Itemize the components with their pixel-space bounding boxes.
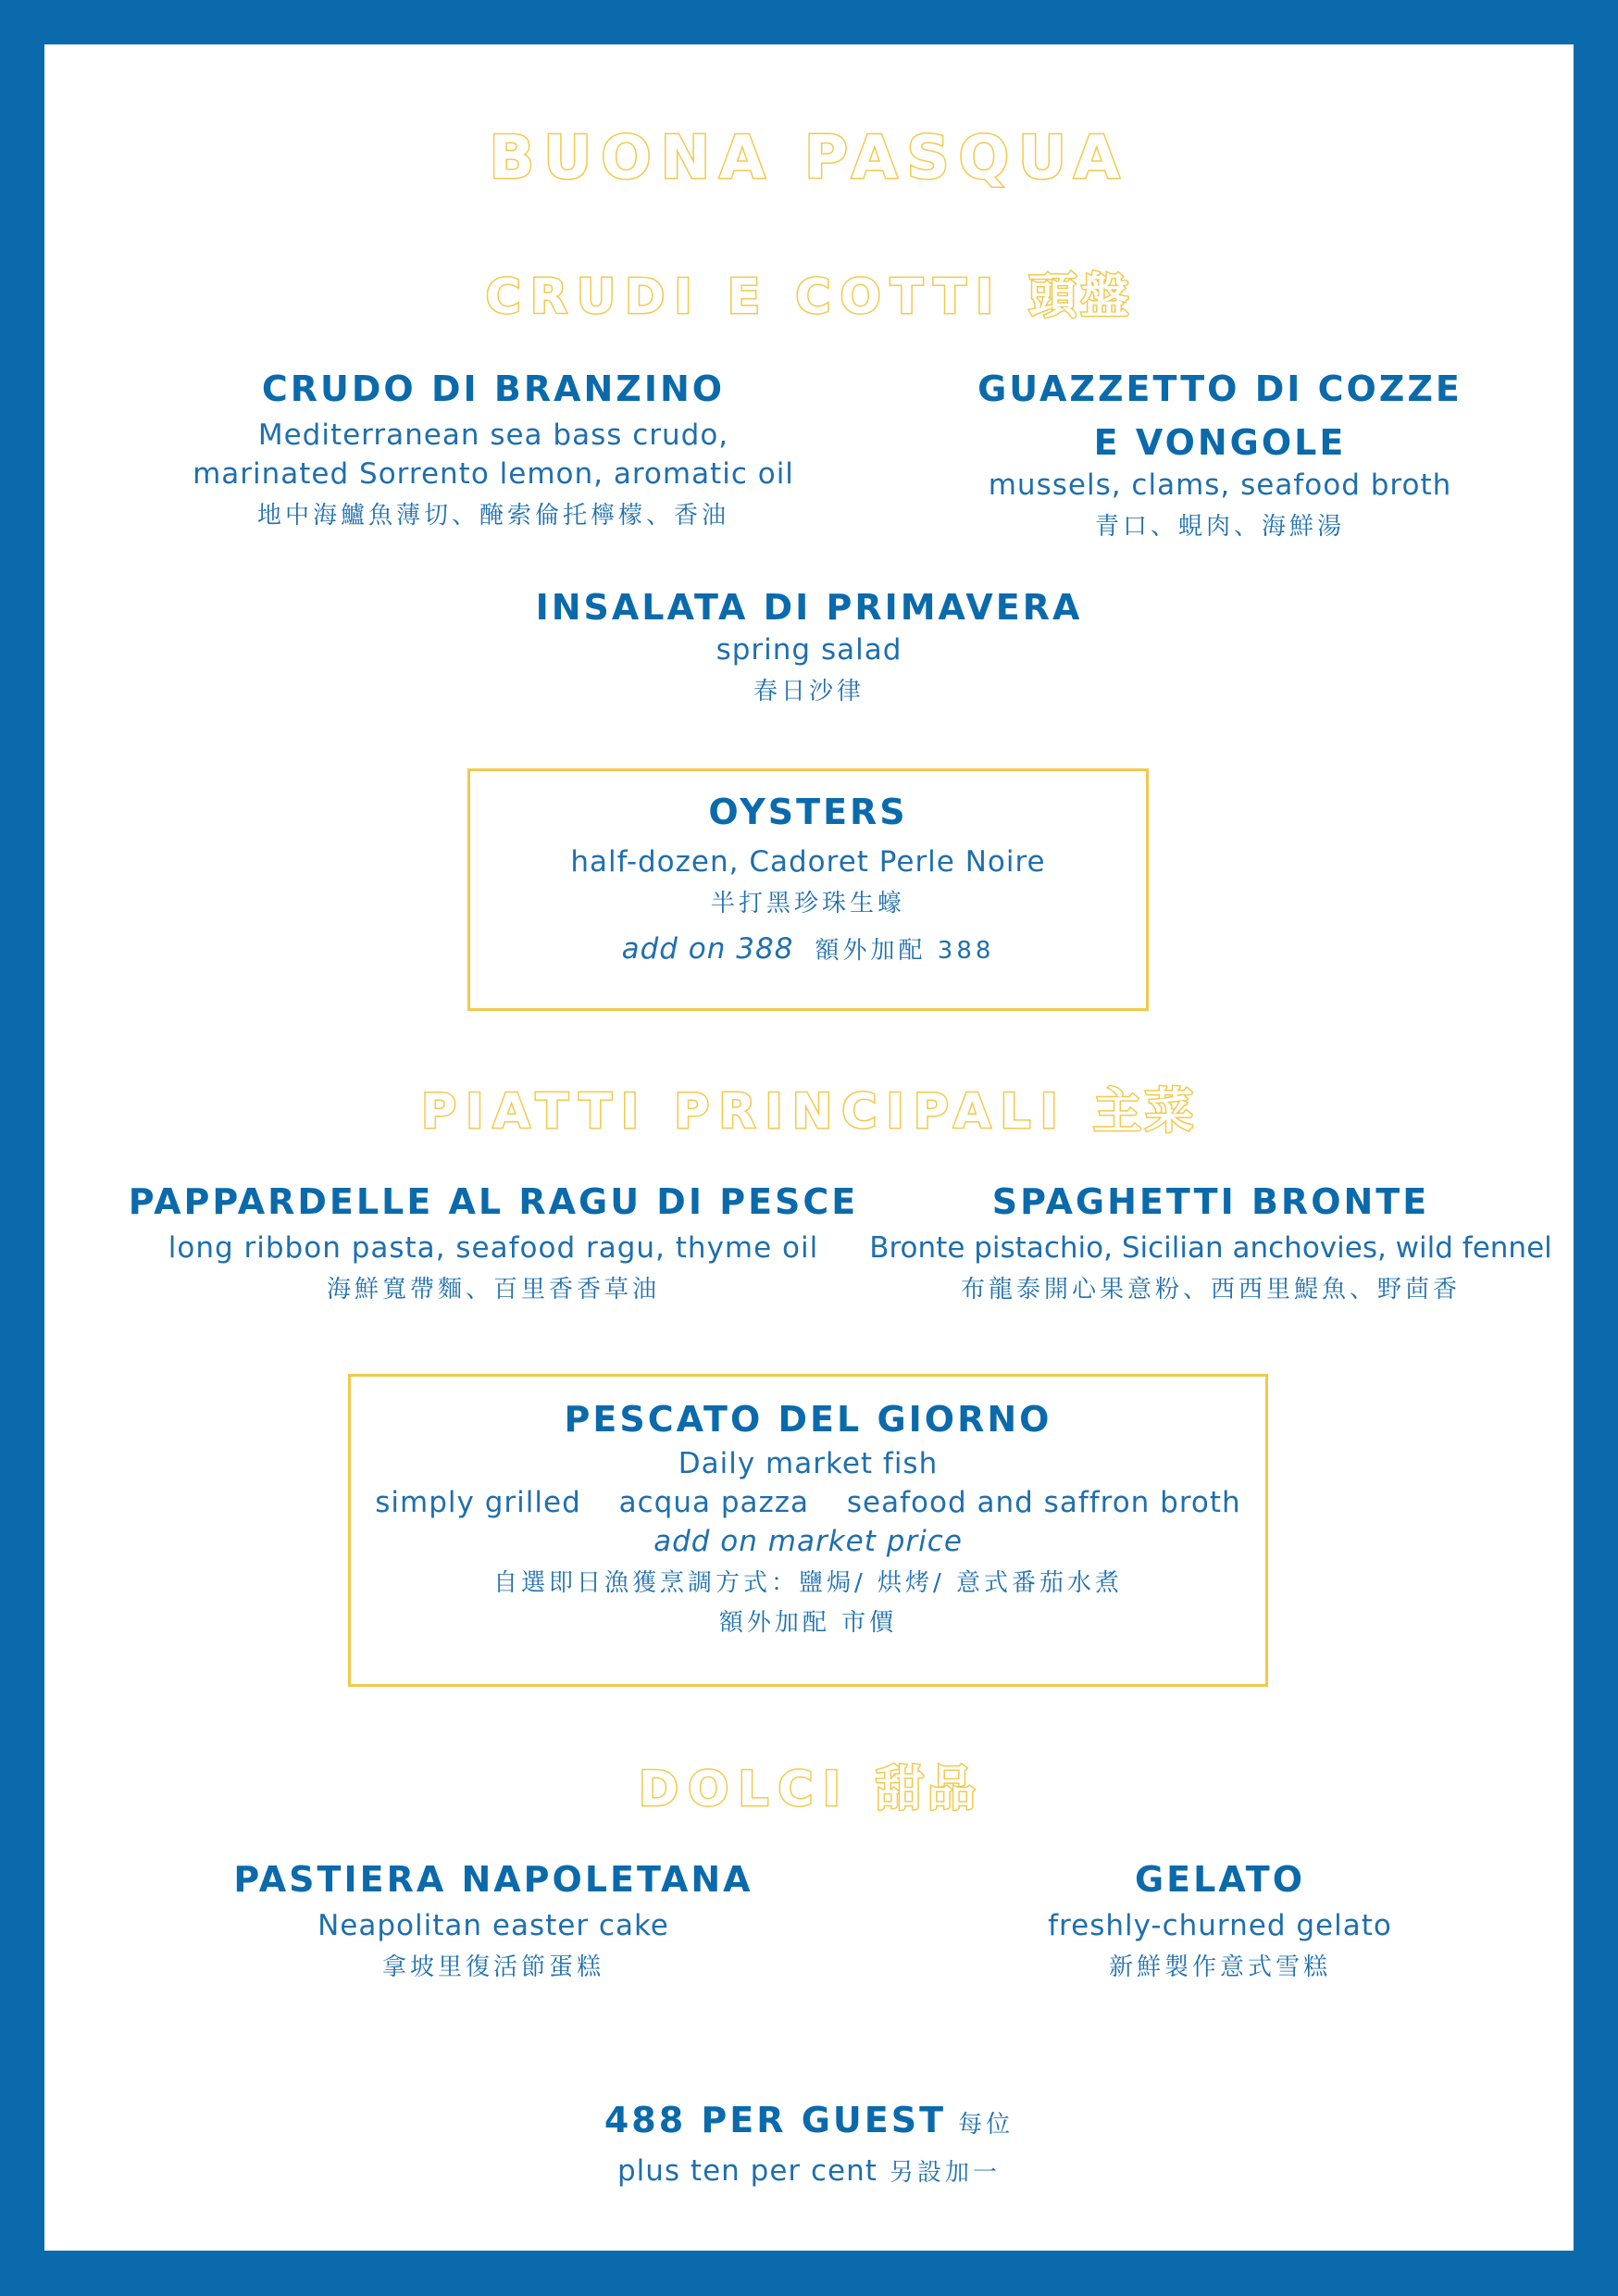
dish-desc: spring salad (716, 633, 902, 667)
addon-line (470, 931, 1146, 966)
dish-name: PESCATO DEL GIORNO (564, 1399, 1052, 1440)
price-per-guest: 488 PER GUEST (604, 2100, 947, 2140)
dish-name: PAPPARDELLE AL RAGU DI PESCE (128, 1181, 859, 1222)
option-saffron-broth: seafood and saffron broth (846, 1486, 1241, 1519)
dish-insalata-di-primavera (44, 587, 1574, 706)
dish-name: INSALATA DI PRIMAVERA (535, 587, 1083, 628)
section-heading-piatti (44, 1072, 1574, 1142)
cooking-options (351, 1486, 1265, 1519)
dish-desc-zh: 布龍泰開心果意粉、西西里鯷魚、野茴香 (960, 1276, 1461, 1304)
price-line (44, 2100, 1574, 2140)
dish-desc: long ribbon pasta, seafood ragu, thyme oil (168, 1231, 819, 1265)
section-piatti-name-zh: 主菜 (1092, 1084, 1197, 1140)
dish-spaghetti-bronte (859, 1181, 1562, 1304)
dish-name: CRUDO DI BRANZINO (261, 368, 726, 409)
section-dolci-name: DOLCI (638, 1762, 850, 1817)
dish-oysters (470, 792, 1146, 966)
service-charge-zh: 另設加一 (890, 2159, 1002, 2187)
dish-desc: Daily market fish (678, 1447, 939, 1480)
addon-price: add on 388 (621, 932, 794, 966)
dish-desc-zh: 春日沙律 (753, 678, 865, 705)
dish-pescato-del-giorno (351, 1399, 1265, 1638)
dish-desc: Bronte pistachio, Sicilian anchovies, wild fennel (869, 1231, 1552, 1265)
dish-desc: Neapolitan easter cake (317, 1909, 669, 1942)
dish-desc-line2: marinated Sorrento lemon, aromatic oil (193, 457, 794, 491)
menu-page (44, 44, 1574, 2251)
pescato-box (348, 1374, 1268, 1687)
dish-name: PASTIERA NAPOLETANA (233, 1859, 753, 1900)
dish-name-line2: E VONGOLE (1093, 422, 1347, 463)
dish-desc-zh: 海鮮寬帶麵、百里香香草油 (326, 1276, 660, 1304)
dish-guazzetto (859, 368, 1581, 542)
section-heading-crudi (44, 257, 1574, 327)
dish-desc-line1: Mediterranean sea bass crudo, (257, 418, 729, 452)
dish-desc: freshly-churned gelato (1048, 1909, 1392, 1942)
dish-name: SPAGHETTI BRONTE (991, 1181, 1430, 1222)
dish-name: OYSTERS (708, 792, 908, 832)
addon-price-zh: 額外加配 市價 (718, 1609, 898, 1637)
dish-pastiera-napoletana (109, 1859, 877, 1982)
dish-desc: half-dozen, Cadoret Perle Noire (570, 845, 1046, 879)
dish-desc: mussels, clams, seafood broth (988, 468, 1452, 502)
dish-desc-zh: 地中海鱸魚薄切、醃索倫托檸檬、香油 (256, 502, 729, 530)
dish-crudo-di-branzino (109, 368, 877, 530)
dish-desc-zh: 自選即日漁獲烹調方式：鹽焗/ 烘烤/ 意式番茄水煮 (492, 1569, 1124, 1597)
dish-desc-zh: 拿坡里復活節蛋糕 (381, 1953, 604, 1981)
addon-price: add on market price (653, 1525, 963, 1558)
option-simply-grilled: simply grilled (375, 1486, 581, 1519)
dish-desc-zh: 青口、蜆肉、海鮮湯 (1094, 513, 1345, 541)
addon-price-zh: 額外加配 388 (815, 937, 995, 965)
option-acqua-pazza: acqua pazza (618, 1486, 810, 1519)
dish-name-line1: GUAZZETTO DI COZZE (977, 368, 1462, 409)
section-crudi-name-zh: 頭盤 (1028, 269, 1133, 325)
section-crudi-name: CRUDI E COTTI (485, 269, 1003, 325)
price-footer (44, 2100, 1574, 2188)
service-charge-line (44, 2153, 1574, 2188)
dish-desc-zh: 半打黑珍珠生蠔 (710, 890, 905, 917)
oysters-box (467, 768, 1149, 1011)
dish-gelato (859, 1859, 1581, 1982)
section-dolci-name-zh: 甜品 (876, 1762, 980, 1817)
menu-title: BUONA PASQUA (489, 124, 1129, 193)
service-charge: plus ten per cent (616, 2154, 877, 2188)
dish-pappardelle (109, 1181, 877, 1304)
dish-name: GELATO (1134, 1859, 1306, 1900)
dish-desc-zh: 新鮮製作意式雪糕 (1108, 1953, 1331, 1981)
section-piatti-name: PIATTI PRINCIPALI (421, 1084, 1067, 1140)
price-per-guest-zh: 每位 (958, 2111, 1014, 2139)
section-heading-dolci (44, 1750, 1574, 1819)
